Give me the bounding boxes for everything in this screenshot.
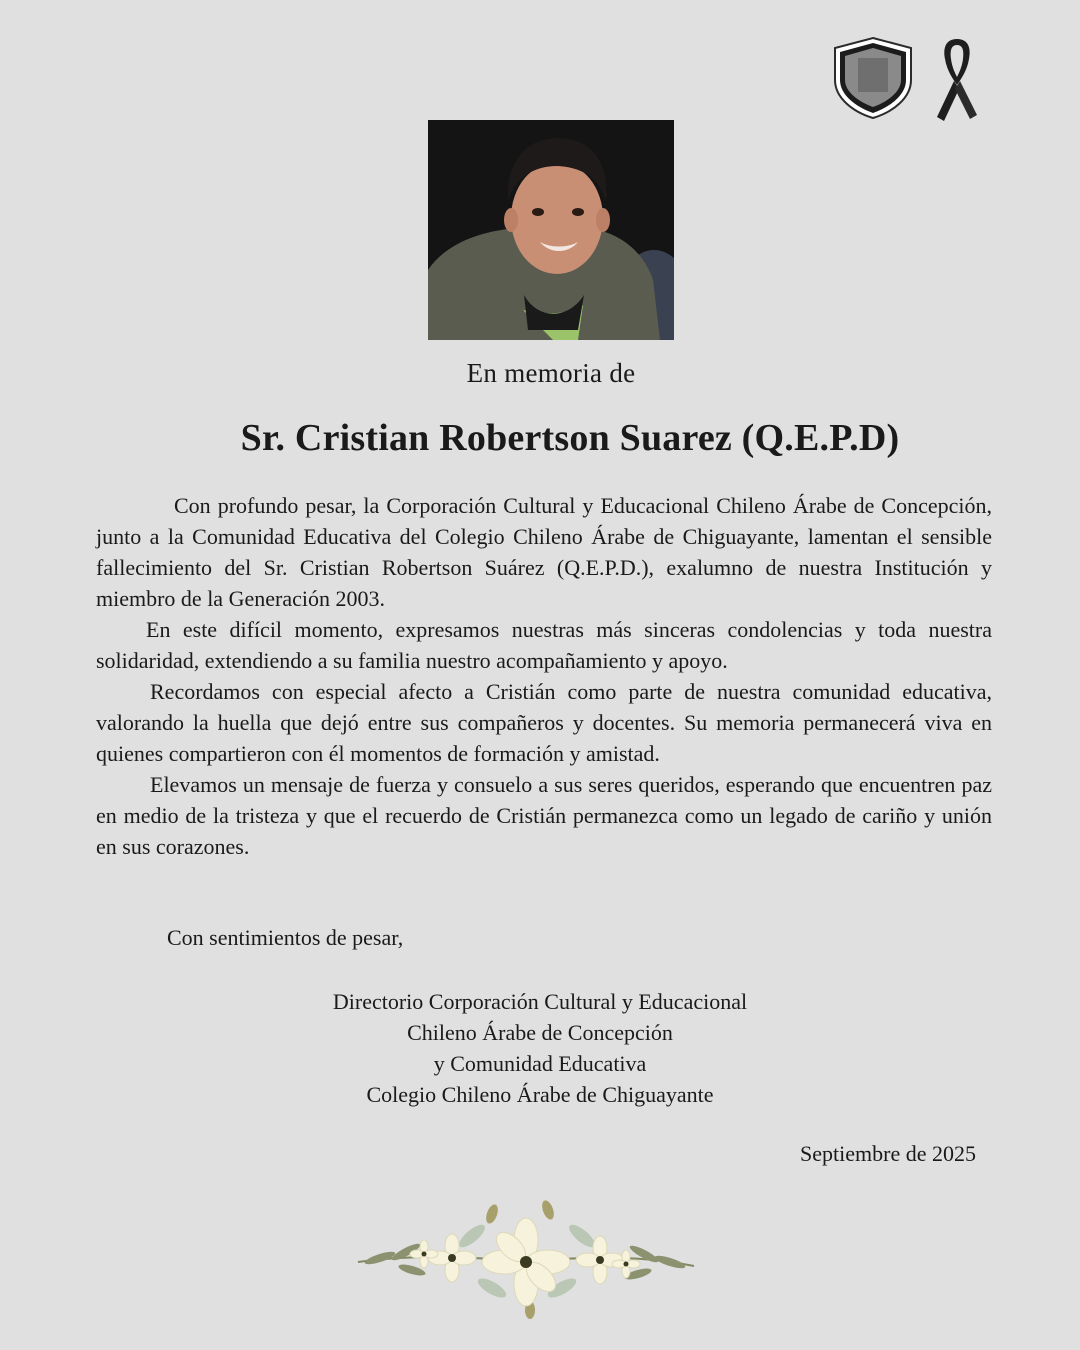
body-paragraph: Con profundo pesar, la Corporación Cultural y Educacional Chileno Árabe de Concepción, junto a la Comunidad Educativa del Colegio Chileno Árabe de Chiguayante, lamentan el sensible fallecimiento del Sr. Cristian Robertson Suárez (Q.E.P.D.), exalumno de nuestra Institución y miembro de la Generación 2003. [96, 493, 992, 611]
signature-line: Directorio Corporación Cultural y Educacional [332, 989, 748, 1014]
body-paragraph: Elevamos un mensaje de fuerza y consuelo a sus seres queridos, esperando que encuentren paz en medio de la tristeza y que el recuerdo de Cristián permanezca como un legado de cariño y unión en sus corazones. [96, 772, 992, 859]
school-crest-logo [831, 36, 915, 120]
body-paragraph: Recordamos con especial afecto a Cristián como parte de nuestra comunidad educativa, valorando la huella que dejó entre sus compañeros y docentes. Su memoria permanecerá viva en quienes compartieron con él momentos de formación y amistad. [96, 679, 992, 766]
signature-line: Colegio Chileno Árabe de Chiguayante [366, 1082, 714, 1107]
intro-text: En memoria de [466, 358, 636, 388]
body-paragraph: En este difícil momento, expresamos nuestras más sinceras condolencias y toda nuestra solidaridad, extendiendo a su familia nuestro acompañamiento y apoyo. [96, 617, 992, 673]
deceased-name-title: Sr. Cristian Robertson Suarez (Q.E.P.D) [240, 417, 900, 459]
signature-block [0, 986, 1080, 1110]
signature-line: y Comunidad Educativa [433, 1051, 647, 1076]
condolence-body [96, 490, 992, 862]
floral-decoration [352, 1196, 700, 1320]
closing-salutation: Con sentimientos de pesar, [167, 925, 404, 950]
portrait-photo [428, 120, 674, 340]
date-text: Septiembre de 2025 [800, 1141, 976, 1166]
mourning-ribbon-icon [933, 35, 981, 123]
signature-line: Chileno Árabe de Concepción [407, 1020, 673, 1045]
